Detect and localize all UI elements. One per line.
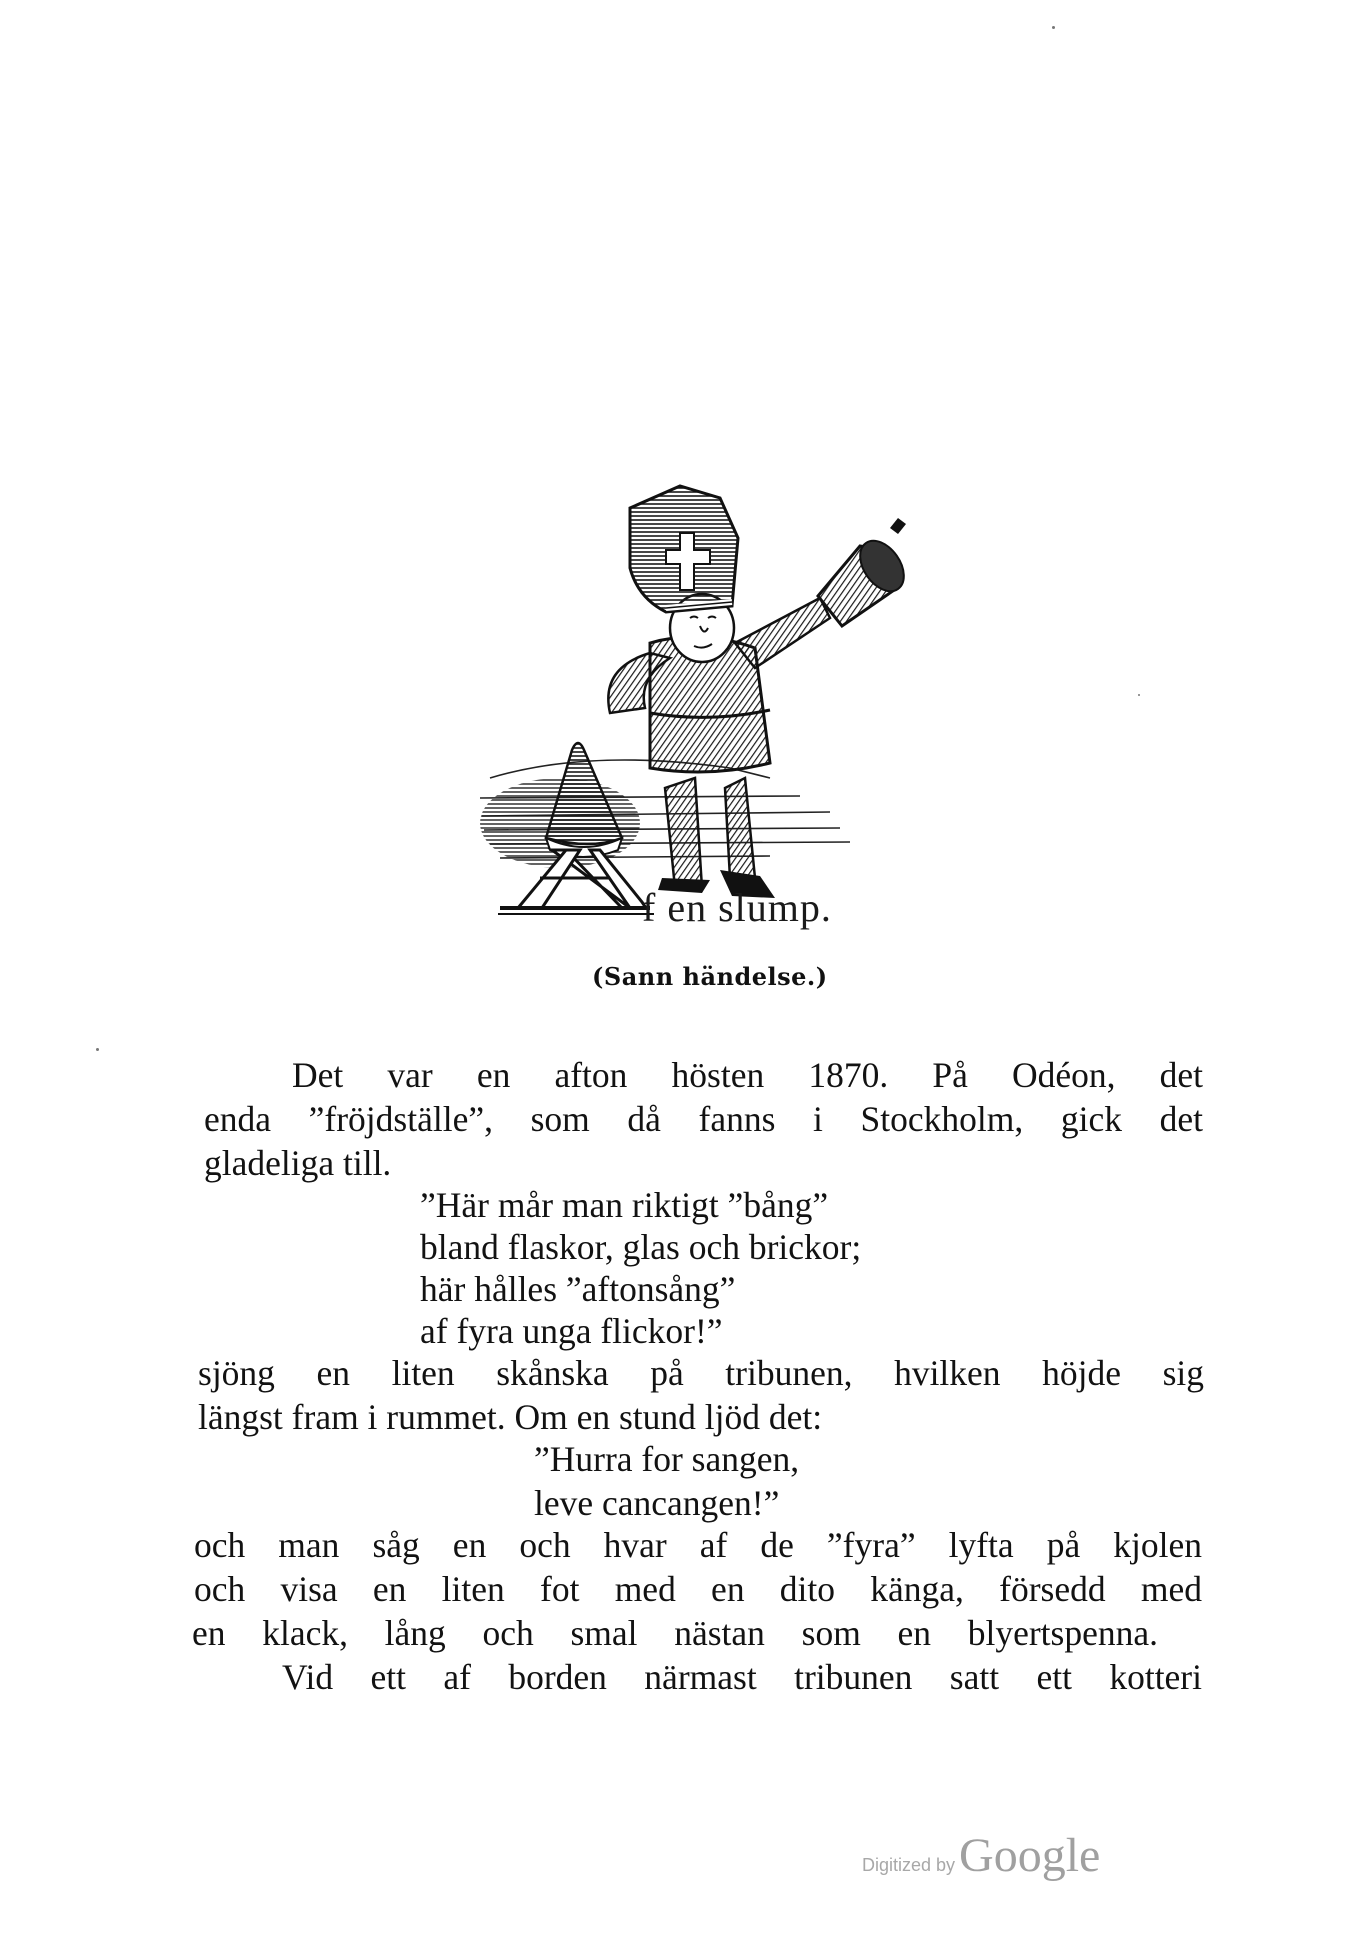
body-line: sjöng en liten skånska på tribunen, hvilken höjde sig	[198, 1353, 1204, 1393]
chapter-title-rest: f en slump.	[642, 885, 832, 930]
verse-line: här hålles ”aftonsång”	[420, 1269, 736, 1309]
verse-line: bland flaskor, glas och brickor;	[420, 1227, 862, 1267]
scan-speck	[1052, 26, 1055, 29]
body-line: gladeliga till.	[204, 1143, 392, 1183]
body-line: och visa en liten fot med en dito känga, försedd med	[194, 1569, 1202, 1609]
digitized-by-google-watermark	[862, 1828, 1100, 1883]
body-line: enda ”fröjdställe”, som då fanns i Stockholm, gick det	[204, 1099, 1203, 1139]
google-logo: Google	[959, 1829, 1101, 1882]
body-line: och man såg en och hvar af de ”fyra” lyfta på kjolen	[194, 1525, 1202, 1565]
scan-speck	[96, 1048, 99, 1051]
digitized-by-label: Digitized by	[862, 1855, 956, 1875]
mitre-icon	[630, 486, 738, 612]
body-line: Det var en afton hösten 1870. På Odéon, det	[292, 1055, 1203, 1095]
chapter-subtitle: (Sann händelse.)	[592, 962, 828, 991]
body-line: Vid ett af borden närmast tribunen satt ett kotteri	[282, 1657, 1202, 1697]
verse-line: ”Här mår man riktigt ”bång”	[420, 1185, 829, 1225]
verse-line: ”Hurra for sangen,	[534, 1439, 800, 1479]
body-line: längst fram i rummet. Om en stund ljöd det:	[198, 1397, 823, 1437]
bell-icon	[818, 518, 910, 626]
chapter-title	[642, 884, 832, 931]
body-line: en klack, lång och smal nästan som en blyertspenna.	[192, 1613, 1158, 1653]
woodcut-illustration	[470, 478, 910, 918]
scan-speck	[1138, 694, 1140, 696]
verse-line: leve cancangen!”	[534, 1483, 780, 1523]
verse-line: af fyra unga flickor!”	[420, 1311, 723, 1351]
